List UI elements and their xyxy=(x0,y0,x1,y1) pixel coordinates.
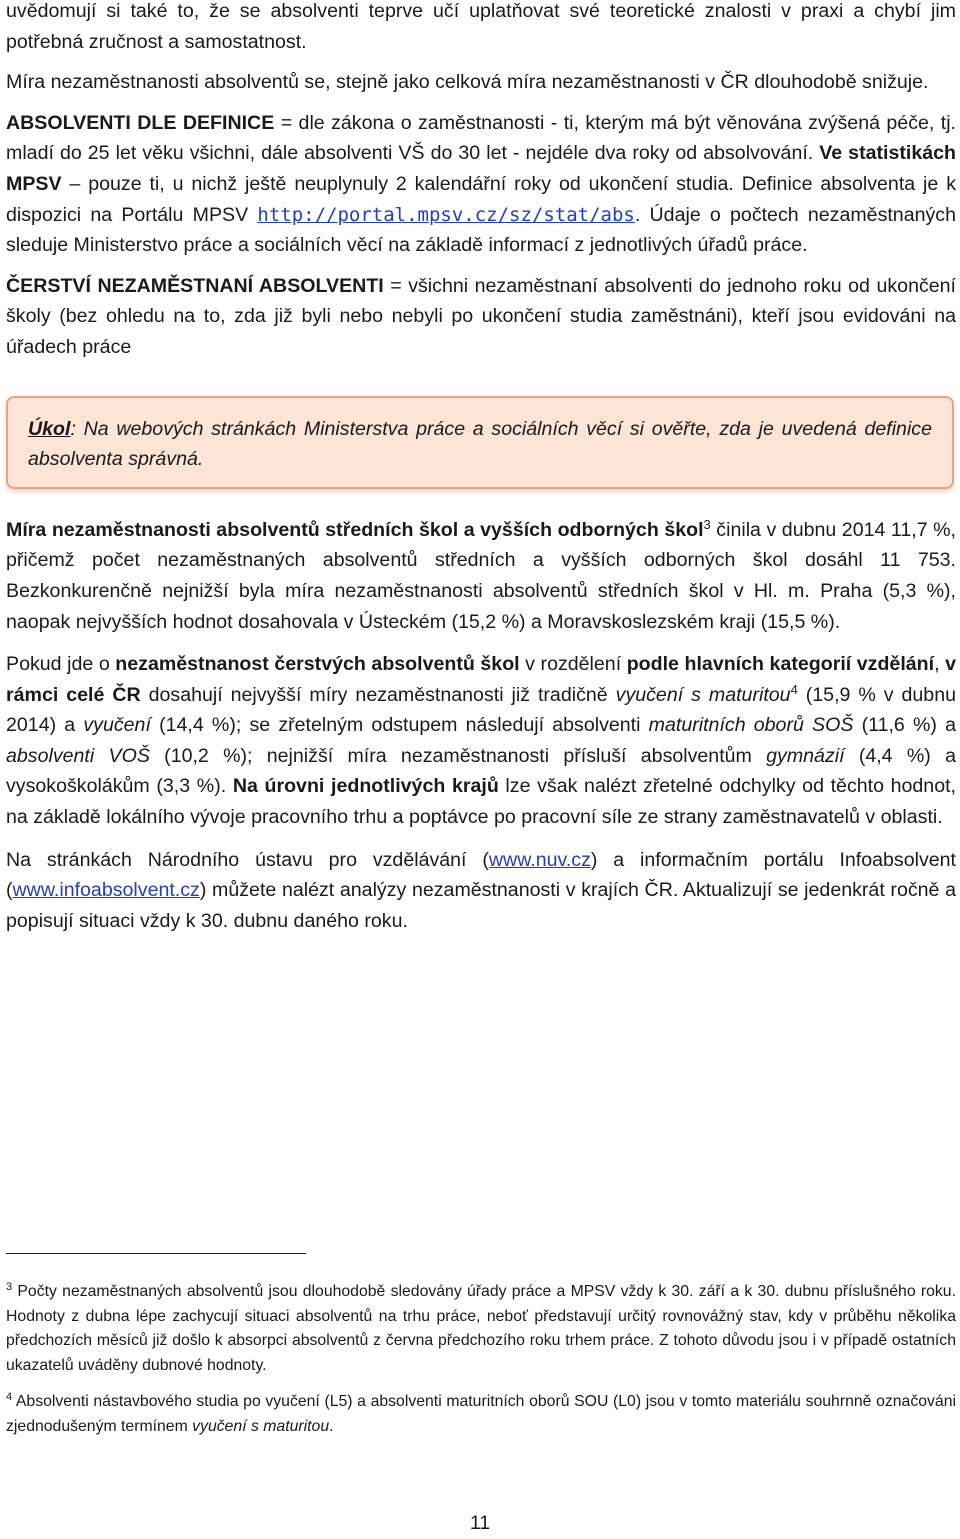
task-label: Úkol xyxy=(28,417,71,440)
paragraph-definition-fresh-graduates: ČERSTVÍ NEZAMĚSTNANÍ ABSOLVENTI = všichni nezaměstnaní absolventi do jednoho roku od ukončení školy (bez ohledu na to, zda již byli nebo nebyli po ukončení studia zaměstnáni), kteří jsou evidováni na úřadech práce xyxy=(6,274,956,358)
paragraph-unemployment-rate-ss: Míra nezaměstnanosti absolventů středních škol a vyšších odborných škol$^3$ činila v dubnu 2014 11,7 %, přičemž počet nezaměstnaných absolventů středních a vyšších odborných škol dosáhl 11 753. Bezkonkurenčně nejnižší byla míra nezaměstnanosti absolventů středních škol v Hl. m. Praha (5,3 %), naopak nejvyšších hodnot dosahovala v Ústeckém (15,2 %) a Moravskoslezském kraji (15,5 %). xyxy=(6,516,956,633)
paragraph-unemployment-trend: Míra nezaměstnanosti absolventů se, stejně jako celková míra nezaměstnanosti v ČR dlouhodobě snižuje. xyxy=(6,71,929,94)
footnote-3: $^3$ Počty nezaměstnaných absolventů jsou dlouhodobě sledovány úřady práce a MPSV vždy k 30. září a k 30. dubnu příslušného roku. Hodnoty z dubna lépe zachycují situaci absolventů na trhu práce, neboť představují určitý rovnovážný stav, kdy v průběhu několika předchozích měsíců již došlo k absorpci absolventů z června předchozího roku trhem práce. Z tohoto důvodu jsou i v případě ostatních ukazatelů uváděny dubnové hodnoty. xyxy=(6,1281,956,1374)
link-infoabsolvent[interactable]: www.infoabsolvent.cz xyxy=(12,879,200,902)
link-nuv[interactable]: www.nuv.cz xyxy=(488,848,591,871)
paragraph-resources: Na stránkách Národního ústavu pro vzdělávání (www.nuv.cz) a informačním portálu Infoabsolvent (www.infoabsolvent.cz) můžete nalézt analýzy nezaměstnanosti v krajích ČR. Aktualizují se jedenkrát ročně a popisují situaci vždy k 30. dubnu daného roku. xyxy=(6,848,957,932)
footnote-divider xyxy=(6,1253,306,1254)
term-absolventi-dle-definice: ABSOLVENTI DLE DEFINICE xyxy=(6,111,275,134)
footnote-ref-3[interactable]: 3 xyxy=(703,516,711,532)
task-box xyxy=(6,396,954,489)
footnote-4: $^4$ Absolventi nástavbového studia po vyučení (L5) a absolventi maturitních oborů SOU (L0) jsou v tomto materiálu souhrnně označováni zjednodušeným termínem vyučení s maturitou. xyxy=(6,1391,956,1435)
link-portal-mpsv[interactable]: http://portal.mpsv.cz/sz/stat/abs xyxy=(257,203,635,226)
paragraph-definition-graduates: ABSOLVENTI DLE DEFINICE = dle zákona o zaměstnanosti - ti, kterým má být věnována zvýšená péče, tj. mladí do 25 let věku všichni, dále absolventi VŠ do 30 let - nejdéle dva roky od absolvování. Ve statistikách MPSV – pouze ti, u nichž ještě neuplynuly 2 kalendářní roky od ukončení studia. Definice absolventa je k dispozici na Portálu MPSV http://portal.mpsv.cz/sz/stat/abs. Údaje o počtech nezaměstnaných sleduje Ministerstvo práce a sociálních věcí na základě informací z jednotlivých úřadů práce. xyxy=(6,111,956,257)
paragraph-education-categories: Pokud jde o nezaměstnanost čerstvých absolventů škol v rozdělení podle hlavních kategorií vzdělání, v rámci celé ČR dosahují nejvyšší míry nezaměstnanosti již tradičně vyučení s maturitou$^4$ (15,9 % v dubnu 2014) a vyučení (14,4 %); se zřetelným odstupem následují absolventi maturitních oborů SOŠ (11,6 %) a absolventi VOŠ (10,2 %); nejnižší míra nezaměstnanosti přísluší absolventům gymnázií (4,4 %) a vysokoškolákům (3,3 %). Na úrovni jednotlivých krajů lze však nalézt zřetelné odchylky od těchto hodnot, na základě lokálního vývoje pracovního trhu a poptávce po pracovní síle ze strany zaměstnavatelů v oblasti. xyxy=(6,653,957,829)
body-text xyxy=(6,0,956,936)
term-mira-nezamestnanosti: Míra nezaměstnanosti absolventů středních škol a vyšších odborných škol xyxy=(6,518,704,541)
term-statistiky-mpsv: Ve statistikách MPSV xyxy=(6,142,956,195)
page-number: 11 xyxy=(469,1512,491,1534)
footnotes xyxy=(6,1280,956,1440)
task-text: Úkol: Na webových stránkách Ministerstva práce a sociálních věcí si ověřte, zda je uvedená definice absolventa správná. xyxy=(28,417,932,471)
term-cerstvi-absolventi: ČERSTVÍ NEZAMĚSTNANÍ ABSOLVENTI xyxy=(6,274,384,297)
paragraph-intro: uvědomují si také to, že se absolventi teprve učí uplatňovat své teoretické znalosti v praxi a chybí jim potřebná zručnost a samostatnost. xyxy=(6,0,956,53)
footnote-ref-4[interactable]: 4 xyxy=(790,681,798,697)
